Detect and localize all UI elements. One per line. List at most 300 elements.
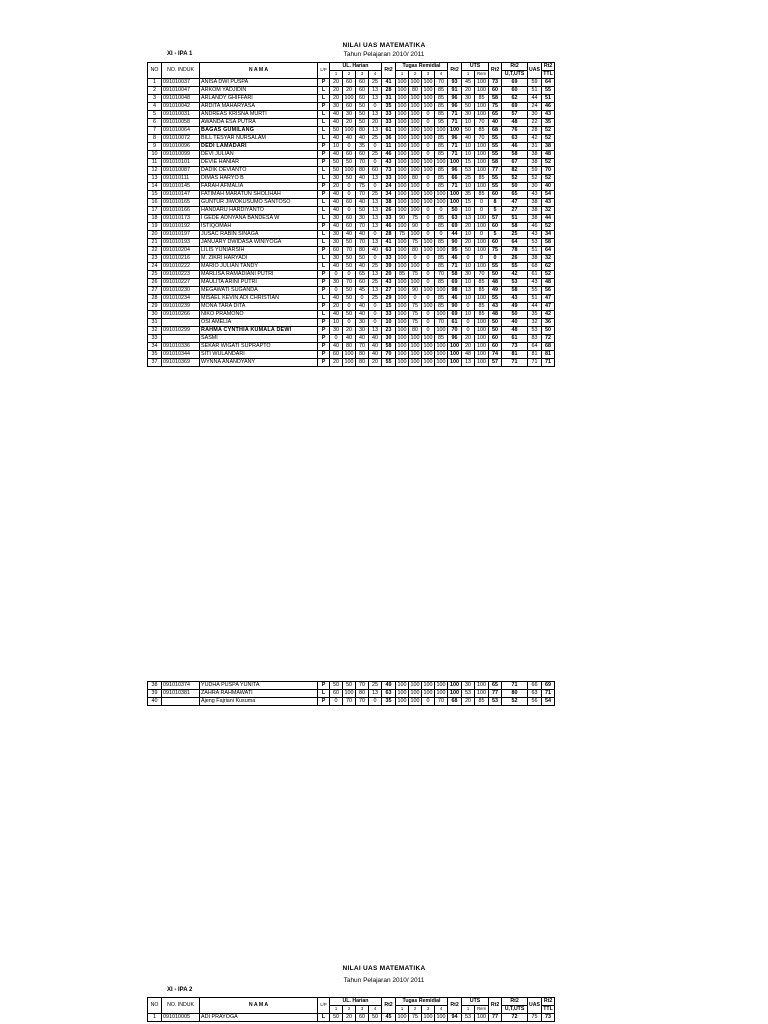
table-cell: 11 <box>148 159 162 167</box>
table-cell: 90 <box>448 303 462 311</box>
table-cell: 85 <box>435 215 448 223</box>
table-cell: P <box>318 143 330 151</box>
table-cell: 100 <box>423 102 433 109</box>
table-cell: 30 <box>462 95 475 103</box>
table-cell: 100 <box>423 350 433 357</box>
table-cell: 091010165 <box>162 199 200 207</box>
table-cell: 40 <box>369 351 382 359</box>
table-cell: 70 <box>356 159 369 167</box>
table-cell: 0 <box>422 223 435 231</box>
table-cell: 64 <box>542 79 555 87</box>
table-cell: 39 <box>382 263 396 271</box>
table-cell: 58 <box>382 343 396 351</box>
table-row <box>148 167 555 175</box>
table-cell: 50 <box>502 183 528 191</box>
table-cell: 85 <box>475 127 489 135</box>
table-cell: 100 <box>397 1013 407 1020</box>
table-cell: 32 <box>528 319 542 327</box>
table-cell: 70 <box>435 271 448 279</box>
table-cell: 40 <box>356 231 369 239</box>
table-cell: DIMAS HARYO B <box>200 175 318 183</box>
table-cell: OSI AMELIA <box>200 319 318 327</box>
table-cell: 100 <box>423 190 433 197</box>
table-cell: ADI PRAYOGA <box>200 1014 318 1022</box>
table-cell: 28 <box>528 127 542 135</box>
table-cell: P <box>318 319 330 327</box>
table-cell: 4 <box>148 103 162 111</box>
table-cell: 50 <box>343 682 356 690</box>
table-cell: 50 <box>330 127 343 135</box>
table-cell: 0 <box>369 698 382 706</box>
table-cell: 100 <box>423 1013 433 1020</box>
table-cell: 38 <box>528 199 542 207</box>
col-rt2-header: Rt2 <box>502 998 528 1006</box>
table-cell: 100 <box>423 681 433 688</box>
table-cell: 091010336 <box>162 343 200 351</box>
table-cell: 20 <box>330 183 343 191</box>
table-cell: 68 <box>542 343 555 351</box>
table-cell: 25 <box>369 682 382 690</box>
table-cell: P <box>318 303 330 311</box>
table-cell: 44 <box>542 215 555 223</box>
table-cell: 0 <box>475 231 489 239</box>
table-cell: 091010192 <box>162 223 200 231</box>
table-cell: L <box>318 175 330 183</box>
table-cell: 82 <box>502 167 528 175</box>
table-cell: 37 <box>148 359 162 367</box>
table-cell: 71 <box>448 111 462 119</box>
col-ul-number-header: 4 <box>369 71 382 79</box>
table-cell: 30 <box>528 183 542 191</box>
table-cell: 091010087 <box>162 167 200 175</box>
table-cell: 100 <box>475 690 489 698</box>
table-cell: 96 <box>448 335 462 343</box>
table-row <box>148 111 555 119</box>
table-cell: 40 <box>330 343 343 351</box>
table-cell: 20 <box>148 231 162 239</box>
table-row <box>148 255 555 263</box>
table-cell: 100 <box>410 689 420 696</box>
table-cell: 69 <box>502 79 528 87</box>
table-cell: 0 <box>369 231 382 239</box>
table-cell: L <box>318 207 330 215</box>
table-cell: 100 <box>397 222 407 229</box>
table-cell: 28 <box>382 87 396 95</box>
table-cell: 100 <box>435 159 448 167</box>
table-cell: 55 <box>489 183 502 191</box>
table-cell: 55 <box>382 359 396 367</box>
table-cell: 100 <box>397 286 407 293</box>
table-cell: 27 <box>148 287 162 295</box>
table-cell: 40 <box>542 183 555 191</box>
table-cell: 70 <box>435 79 448 87</box>
table-cell: 100 <box>475 143 489 151</box>
table-cell: L <box>318 127 330 135</box>
table-cell: 80 <box>343 343 356 351</box>
table-cell: 90 <box>409 223 422 231</box>
table-cell: P <box>318 271 330 279</box>
table-cell: 0 <box>343 143 356 151</box>
table-cell: 60 <box>330 247 343 255</box>
table-cell: 091010204 <box>162 247 200 255</box>
table-cell: 38 <box>528 215 542 223</box>
table-cell: 44 <box>448 231 462 239</box>
table-cell: 65 <box>489 111 502 119</box>
page2-title: NILAI UAS MATEMATIKA <box>342 965 426 972</box>
table-cell: 100 <box>397 254 407 261</box>
table-cell: 73 <box>382 167 396 175</box>
table-cell: 58 <box>502 151 528 159</box>
table-cell: 091010234 <box>162 295 200 303</box>
table-cell: 5 <box>489 207 502 215</box>
table-cell: 0 <box>462 327 475 335</box>
table-cell: 100 <box>423 86 433 93</box>
table-cell: 100 <box>423 198 433 205</box>
table-row <box>148 311 555 319</box>
table-cell: 38 <box>528 159 542 167</box>
table-cell: 0 <box>409 255 422 263</box>
table-cell: 61 <box>502 335 528 343</box>
table-cell: 100 <box>435 287 448 295</box>
table-cell: 10 <box>462 279 475 287</box>
table-cell: 81 <box>528 351 542 359</box>
table-cell: 100 <box>423 126 433 133</box>
table-cell: 100 <box>344 166 354 173</box>
table-cell: 46 <box>448 295 462 303</box>
col-induk-header: NO. INDUK <box>162 998 200 1014</box>
table-cell: 64 <box>528 343 542 351</box>
table-cell: 25 <box>369 135 382 143</box>
col-ul-number-header: 2 <box>343 1006 356 1014</box>
table-cell: P <box>318 103 330 111</box>
table-cell: 50 <box>343 175 356 183</box>
table-cell: 0 <box>369 183 382 191</box>
table-cell: 50 <box>356 255 369 263</box>
table-cell: 100 <box>475 263 489 271</box>
table-cell: 50 <box>356 207 369 215</box>
table-cell: 16 <box>148 199 162 207</box>
table-row <box>148 682 555 690</box>
table-cell: 091010227 <box>162 279 200 287</box>
table-cell: 0 <box>369 143 382 151</box>
table-cell: 100 <box>344 126 354 133</box>
table-cell: 70 <box>475 135 489 143</box>
table-cell: 35 <box>356 143 369 151</box>
table-cell: 55 <box>542 87 555 95</box>
table-row <box>148 207 555 215</box>
table-cell: 40 <box>330 135 343 143</box>
table-cell: 100 <box>397 110 407 117</box>
table-cell: 40 <box>356 175 369 183</box>
table-row <box>148 295 555 303</box>
table-cell: 20 <box>343 1014 356 1022</box>
table-row <box>148 135 555 143</box>
table-cell: 100 <box>397 681 407 688</box>
table-cell: 100 <box>423 358 433 365</box>
table-cell: L <box>318 95 330 103</box>
table-cell: 50 <box>343 295 356 303</box>
table-cell: 59 <box>528 167 542 175</box>
table-cell: 53 <box>489 698 502 706</box>
table-cell: 100 <box>397 142 407 149</box>
table-row <box>148 151 555 159</box>
table-cell: 100 <box>448 159 462 167</box>
table-cell: 55 <box>528 287 542 295</box>
table-cell: 75 <box>409 303 422 311</box>
table-cell: 52 <box>502 698 528 706</box>
table-cell: 70 <box>356 698 369 706</box>
table-cell: 13 <box>369 239 382 247</box>
table-cell: 48 <box>502 119 528 127</box>
table-cell: 85 <box>475 95 489 103</box>
table-cell: FARAH AFMALIA <box>200 183 318 191</box>
col-tugas-number-header: 4 <box>435 71 448 79</box>
table-cell: 0 <box>343 183 356 191</box>
table-cell: 25 <box>369 191 382 199</box>
table-cell: 100 <box>397 174 407 181</box>
table-cell: 100 <box>397 166 407 173</box>
page1-subtitle: Tahun Pelajaran 2010/ 2011 <box>343 51 425 58</box>
table-cell: 42 <box>542 311 555 319</box>
table-cell: 100 <box>423 94 433 101</box>
table-cell: 091010147 <box>162 191 200 199</box>
table-cell: 85 <box>435 239 448 247</box>
table-cell: 51 <box>528 247 542 255</box>
table-cell: 20 <box>462 223 475 231</box>
col-tugas-number-header: 1 <box>396 71 409 79</box>
table-cell: 47 <box>542 303 555 311</box>
table-cell: 100 <box>410 102 420 109</box>
table-cell: 0 <box>462 319 475 327</box>
table-cell: 0 <box>356 295 369 303</box>
table-cell: 100 <box>435 191 448 199</box>
table-cell: 90 <box>396 215 409 223</box>
table-cell: 55 <box>502 263 528 271</box>
table-row <box>148 287 555 295</box>
table-cell: 70 <box>343 698 356 706</box>
table-cell: 100 <box>475 103 489 111</box>
table-cell <box>162 319 200 327</box>
table-cell: 32 <box>542 207 555 215</box>
table-cell: 35 <box>542 119 555 127</box>
table-cell: 100 <box>475 183 489 191</box>
table-cell: 50 <box>489 319 502 327</box>
table-cell: 75 <box>409 311 422 319</box>
table-cell: 100 <box>475 111 489 119</box>
table-cell: 38 <box>528 151 542 159</box>
table-cell: 52 <box>542 127 555 135</box>
table-cell: 0 <box>422 231 435 239</box>
table-cell: 28 <box>148 295 162 303</box>
table-cell: 80 <box>356 247 369 255</box>
table-cell: 100 <box>397 190 407 197</box>
table-cell: 100 <box>475 351 489 359</box>
table-cell: 80 <box>356 359 369 367</box>
table-cell: 61 <box>448 319 462 327</box>
table-cell: 091010031 <box>162 111 200 119</box>
table-cell: 31 <box>528 143 542 151</box>
table-cell: 100 <box>475 343 489 351</box>
table-cell: 33 <box>382 119 396 127</box>
table-cell: 85 <box>435 87 448 95</box>
table-cell: 60 <box>343 103 356 111</box>
table-cell: 091010101 <box>162 159 200 167</box>
table-cell: 34 <box>542 231 555 239</box>
table-cell: 27 <box>502 207 528 215</box>
table-cell: 100 <box>397 294 407 301</box>
table-cell: 70 <box>542 167 555 175</box>
table-cell: 0 <box>422 311 435 319</box>
table-cell: MARIO JULIAN TANDY <box>200 263 318 271</box>
table-cell: 100 <box>410 342 420 349</box>
col-ul-number-header: 2 <box>343 71 356 79</box>
table-cell: 20 <box>369 119 382 127</box>
table-cell: 52 <box>542 223 555 231</box>
table-cell: L <box>318 1014 330 1022</box>
table-cell: 100 <box>423 286 433 293</box>
table-cell: 20 <box>330 79 343 87</box>
table-cell: LILIS YUNIARSIH <box>200 247 318 255</box>
table-cell: 13 <box>369 111 382 119</box>
table-cell: 50 <box>343 159 356 167</box>
table-cell: 10 <box>462 119 475 127</box>
table-cell: L <box>318 167 330 175</box>
table-cell: 85 <box>475 698 489 706</box>
table-cell: 30 <box>148 311 162 319</box>
table-cell: 36 <box>542 319 555 327</box>
table-row <box>148 343 555 351</box>
table-cell: 35 <box>382 103 396 111</box>
table-cell: 85 <box>396 271 409 279</box>
col-uas-header: UAS <box>528 63 542 79</box>
table-cell: 100 <box>397 102 407 109</box>
table-cell: 85 <box>475 279 489 287</box>
table-row <box>148 351 555 359</box>
table-cell: 90 <box>409 287 422 295</box>
table-cell: 85 <box>435 95 448 103</box>
table-cell: 100 <box>448 127 462 135</box>
table-cell: 60 <box>343 215 356 223</box>
table-cell: 77 <box>489 167 502 175</box>
table-cell: 52 <box>542 159 555 167</box>
table-cell: 42 <box>528 135 542 143</box>
table-cell: 50 <box>343 255 356 263</box>
table-cell: 40 <box>148 698 162 706</box>
table-cell: 70 <box>475 271 489 279</box>
table-cell: HANDARU HARDIYANTO <box>200 207 318 215</box>
table-cell: 091010216 <box>162 255 200 263</box>
table-cell: 0 <box>422 111 435 119</box>
table-cell: 94 <box>448 1014 462 1022</box>
table-cell: 10 <box>462 207 475 215</box>
table-cell: 100 <box>448 690 462 698</box>
table-cell: 85 <box>475 303 489 311</box>
table-cell: 96 <box>448 135 462 143</box>
table-cell: 75 <box>489 247 502 255</box>
table-cell: 98 <box>448 287 462 295</box>
table-cell: 100 <box>397 86 407 93</box>
table-cell: 43 <box>502 295 528 303</box>
table-cell: 80 <box>409 175 422 183</box>
table-cell: 58 <box>489 95 502 103</box>
table-cell: 78 <box>502 247 528 255</box>
table-cell: 30 <box>330 239 343 247</box>
table-cell: 100 <box>397 118 407 125</box>
table-cell: 091010042 <box>162 103 200 111</box>
table-cell: 100 <box>410 142 420 149</box>
table-cell: 100 <box>410 118 420 125</box>
table-cell: 091010344 <box>162 351 200 359</box>
table-cell: 46 <box>382 223 396 231</box>
table-cell: 60 <box>502 87 528 95</box>
table-cell: 25 <box>148 271 162 279</box>
table-cell: M. ZIKRI HARYADI <box>200 255 318 263</box>
table-row <box>148 271 555 279</box>
table-cell: 13 <box>369 215 382 223</box>
table-cell: L <box>318 215 330 223</box>
table-cell: 24 <box>148 263 162 271</box>
table-cell: 70 <box>382 351 396 359</box>
table-cell: 80 <box>356 690 369 698</box>
table-cell: 40 <box>330 119 343 127</box>
col-rt2-header: Rt2 <box>542 998 555 1006</box>
table-cell: 100 <box>397 126 407 133</box>
table-cell: 85 <box>435 279 448 287</box>
table-cell: 40 <box>330 295 343 303</box>
table-cell: 100 <box>397 246 407 253</box>
table-cell: 091010072 <box>162 135 200 143</box>
table-cell: 71 <box>448 151 462 159</box>
col-uts-number-header: 1 <box>462 71 475 79</box>
table-cell: 47 <box>542 295 555 303</box>
table-row <box>148 335 555 343</box>
table-cell: 30 <box>462 111 475 119</box>
table-cell: P <box>318 359 330 367</box>
table-row <box>148 239 555 247</box>
table-cell: 100 <box>436 689 446 696</box>
table-cell: 100 <box>423 166 433 173</box>
table-cell: 30 <box>462 682 475 690</box>
table-cell <box>162 335 200 343</box>
table-cell: Ajeng Fajriani Kusuma <box>200 698 318 706</box>
col-lp-header: L/P <box>318 998 330 1014</box>
grade-table-ipa1-continued <box>147 681 555 706</box>
col-rt2-header: Rt2 <box>489 998 502 1014</box>
table-cell: 100 <box>435 1014 448 1022</box>
table-cell: 1 <box>148 79 162 87</box>
table-cell: 62 <box>502 95 528 103</box>
table-cell: 85 <box>475 287 489 295</box>
table-cell: 20 <box>462 335 475 343</box>
table-cell: 38 <box>542 143 555 151</box>
table-cell: 55 <box>489 263 502 271</box>
table-cell: 100 <box>423 238 433 245</box>
table-cell: YUDHA PUSPA YUNITA <box>200 682 318 690</box>
table-cell: 13 <box>462 359 475 367</box>
table-cell: 2 <box>148 87 162 95</box>
table-cell: 31 <box>148 319 162 327</box>
table-cell: 091010005 <box>162 1014 200 1022</box>
table-cell: 53 <box>528 239 542 247</box>
header-row <box>148 63 555 71</box>
table-cell: 57 <box>502 111 528 119</box>
table-cell: 100 <box>344 350 354 357</box>
table-cell: 85 <box>435 263 448 271</box>
table-cell: P <box>318 279 330 287</box>
table-cell: 57 <box>489 215 502 223</box>
table-cell: 52 <box>542 175 555 183</box>
table-cell: BILL TESYAR NURSALAM <box>200 135 318 143</box>
